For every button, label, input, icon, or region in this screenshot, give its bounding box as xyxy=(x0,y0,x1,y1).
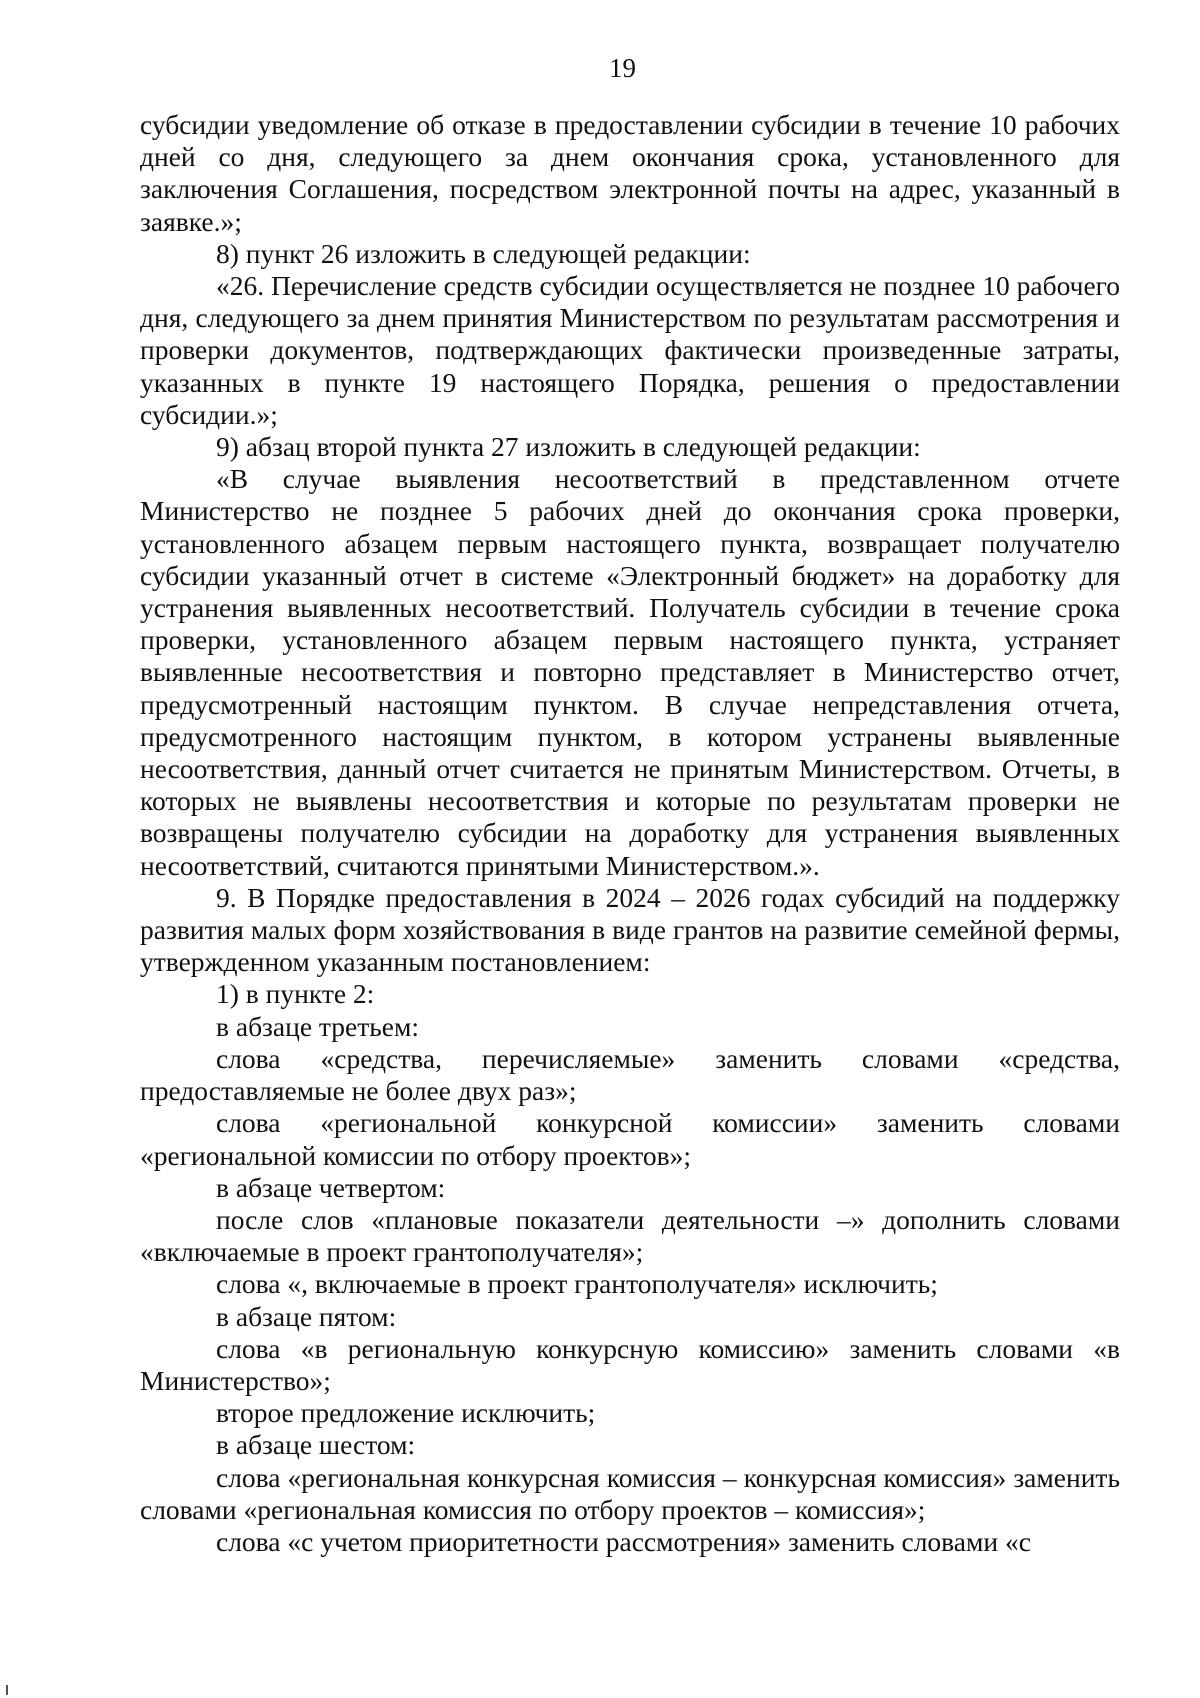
page-number: 19 xyxy=(609,53,636,83)
paragraph: слова «региональной конкурсной комиссии» заменить словами «региональной комиссии по отбору проектов»; xyxy=(140,1107,1120,1171)
paragraph: в абзаце третьем: xyxy=(216,1010,420,1042)
paragraph: 9. В Порядке предоставления в 2024 – 2026 годах субсидий на поддержку развития малых форм хозяйствования в виде грантов на развитие семейной фермы, утвержденном указанным постановлением: xyxy=(140,881,1120,978)
paragraph: 8) пункт 26 изложить в следующей редакции: xyxy=(216,237,751,269)
paragraph: 1) в пункте 2: xyxy=(216,978,375,1010)
paragraph: «26. Перечисление средств субсидии осуществляется не позднее 10 рабочего дня, следующего за днем принятия Министерством по результатам рассмотрения и проверки документов, подтверждающих фактически произведенные затраты, указанных в пункте 19 настоящего Порядка, решения о предоставлении субсидии.»; xyxy=(140,270,1120,430)
paragraph: слова «с учетом приоритетности рассмотрения» заменить словами «с xyxy=(216,1525,1031,1557)
paragraph: слова «в региональную конкурсную комиссию» заменить словами «в Министерство»; xyxy=(140,1332,1120,1396)
paragraph: в абзаце шестом: xyxy=(216,1429,416,1461)
paragraph: слова «, включаемые в проект грантополучателя» исключить; xyxy=(216,1268,938,1300)
paragraph: 9) абзац второй пункта 27 изложить в следующей редакции: xyxy=(216,431,921,463)
paragraph: после слов «плановые показатели деятельности –» дополнить словами «включаемые в проект грантополучателя»; xyxy=(140,1203,1120,1268)
paragraph: слова «региональная конкурсная комиссия – конкурсная комиссия» заменить словами «региональная комиссия по отбору проектов – комиссия»; xyxy=(140,1461,1120,1525)
paragraph: второе предложение исключить; xyxy=(216,1397,596,1429)
document-body xyxy=(140,109,1120,1558)
paragraph: слова «средства, перечисляемые» заменить словами «средства, предоставляемые не более двух раз»; xyxy=(140,1042,1120,1107)
paragraph: «В случае выявления несоответствий в представленном отчете Министерство не позднее 5 рабочих дней до окончания срока проверки, установленного абзацем первым настоящего пункта, возвращает получателю субсидии указанный отчет в системе «Электронный бюджет» на доработку для устранения выявленных несоответствий. Получатель субсидии в течение срока проверки, установленного абзацем первым настоящего пункта, устраняет выявленные несоответствия и повторно представляет в Министерство отчет, предусмотренный настоящим пунктом. В случае непредставления отчета, предусмотренного настоящим пунктом, в котором устранены выявленные несоответствия, данный отчет считается не принятым Министерством. Отчеты, в которых не выявлены несоответствия и которые по результатам проверки не возвращены получателю субсидии на доработку для устранения выявленных несоответствий, считаются принятыми Министерством.». xyxy=(140,463,1120,881)
scan-edge-mark xyxy=(6,1685,8,1695)
paragraph: в абзаце четвертом: xyxy=(216,1171,446,1203)
paragraph: в абзаце пятом: xyxy=(216,1300,397,1332)
paragraph: субсидии уведомление об отказе в предоставлении субсидии в течение 10 рабочих дней со дня, следующего за днем окончания срока, установленного для заключения Соглашения, посредством электронной почты на адрес, указанный в заявке.»; xyxy=(140,109,1120,237)
